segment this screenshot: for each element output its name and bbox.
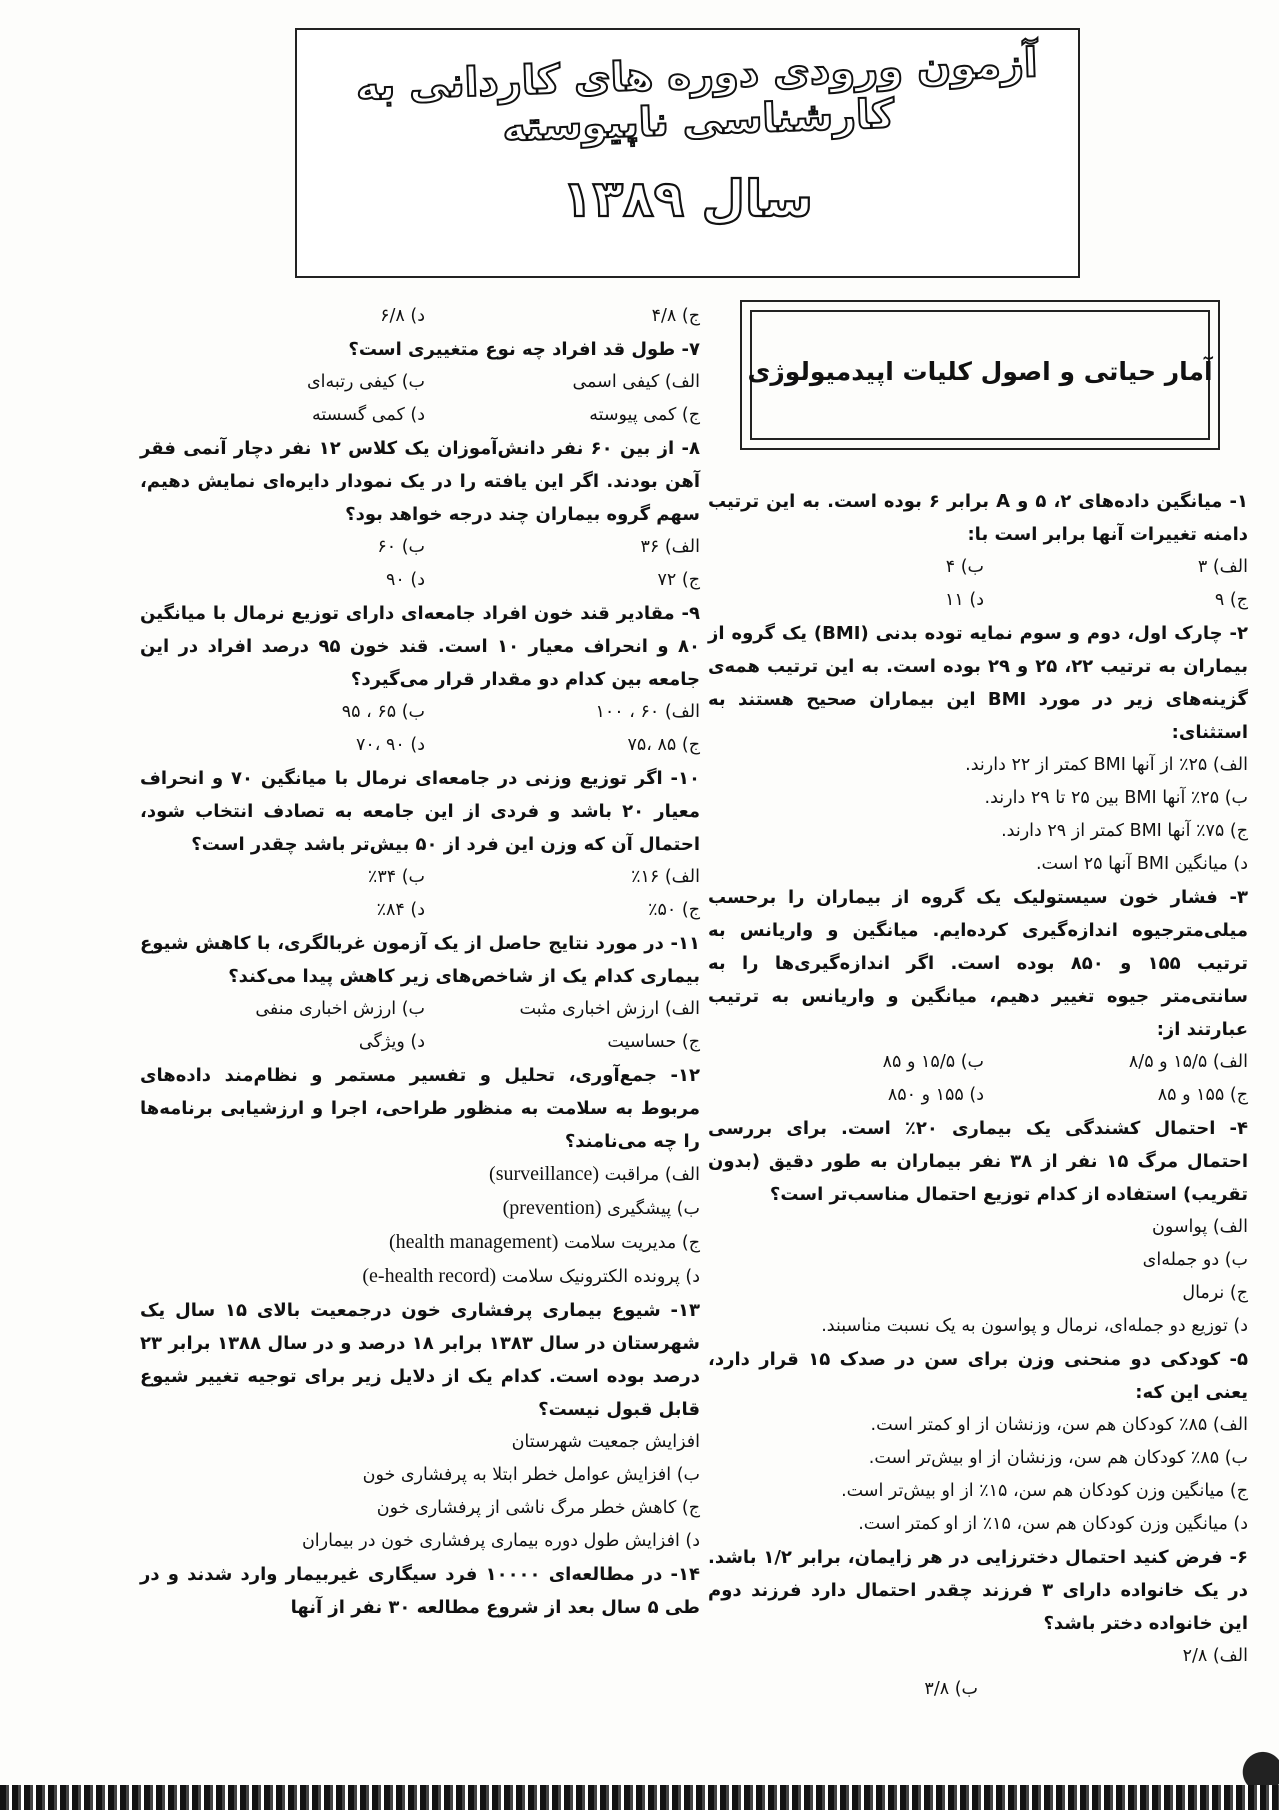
option-c: ج) نرمال: [1182, 1283, 1248, 1303]
option-a: الف) ۱۵/۵ و ۸/۵: [1128, 1052, 1248, 1072]
option-a: الف) کیفی اسمی: [572, 372, 700, 392]
question-13: [140, 1294, 700, 1558]
option-a: الف) ۸۵٪ کودکان هم سن، وزنشان از او کمتر است.: [870, 1415, 1248, 1435]
option-c: ج) ۷۵٪ آنها BMI کمتر از ۲۹ دارند.: [1001, 821, 1248, 841]
question-8: [140, 432, 700, 597]
question-5: [708, 1343, 1248, 1541]
question-text: ۳- فشار خون سیستولیک یک گروه از بیماران را برحسب میلی‌مترجیوه اندازه‌گیری کرده‌ایم. میانگین و واریانس به ترتیب ۱۵۵ و ۸۵۰ بوده است. اگر اندازه‌گیری‌ها را به سانتی‌متر جیوه تغییر دهیم، میانگین و واریانس به ترتیب عبارتند از:: [708, 887, 1248, 1040]
option-d: د) ویژگی: [358, 1032, 425, 1052]
option-b: ب) کیفی رتبه‌ای: [306, 372, 425, 392]
scan-corner-mark: [1225, 1730, 1279, 1790]
option-d: د) ۸۴٪: [376, 900, 425, 920]
question-3: [708, 881, 1248, 1112]
option-a: الف) ارزش اخباری مثبت: [519, 999, 700, 1019]
option-d: د) ۶/۸: [380, 306, 425, 326]
option-c: ج) ۹: [1214, 590, 1248, 610]
option-b: ب) دو جمله‌ای: [1142, 1250, 1248, 1270]
option-b: ب) ۸۵٪ کودکان هم سن، وزنشان از او بیش‌تر است.: [868, 1448, 1248, 1468]
right-column: [708, 485, 1248, 1706]
option-d: د) ۱۱: [945, 590, 984, 610]
question-text: ۱۱- در مورد نتایج حاصل از یک آزمون غربالگری، با کاهش شیوع بیماری کدام یک از شاخص‌های زیر کاهش پیدا می‌کند؟: [140, 933, 700, 987]
question-6: [708, 1541, 1248, 1706]
option-b: ب) ۱۵/۵ و ۸۵: [882, 1052, 984, 1072]
question-10: [140, 762, 700, 927]
option-a: الف) ۱۶٪: [631, 867, 700, 887]
question-6-continued: [140, 300, 700, 333]
question-text: ۶- فرض کنید احتمال دخترزایی در هر زایمان، برابر ۱/۲ باشد. در یک خانواده دارای ۳ فرزند چقدر احتمال دارد فرزند دوم این خانواده دختر باشد؟: [708, 1547, 1248, 1634]
option-b: ب) ۴: [945, 557, 984, 577]
exam-title-frame: [295, 28, 1080, 278]
option-d: د) میانگین BMI آنها ۲۵ است.: [1035, 854, 1248, 874]
option-c: ج) ۵۰٪: [648, 900, 700, 920]
option-a: الف) ۳۶: [640, 537, 700, 557]
question-text: ۲- چارک اول، دوم و سوم نمایه توده بدنی (BMI) یک گروه از بیماران به ترتیب ۲۲، ۲۵ و ۲۹ بوده است. به این ترتیب همه‌ی گزینه‌های زیر در مورد BMI این بیماران صحیح هستند به استثنای:: [708, 623, 1249, 743]
exam-year: سال ۱۳۸۹: [562, 170, 813, 228]
scan-footer-strip: [0, 1785, 1279, 1810]
option-c: ج) ۴/۸: [651, 306, 700, 326]
option-b: ب) پیشگیری: [607, 1199, 700, 1219]
option-d: د) کمی گسسته: [312, 405, 425, 425]
question-11: [140, 927, 700, 1059]
question-4: [708, 1112, 1248, 1343]
option-c: ج) حساسیت: [607, 1032, 700, 1052]
option-c: ج) ۸۵ ،۷۵: [627, 735, 700, 755]
left-column: [140, 300, 700, 1624]
question-12: [140, 1059, 700, 1294]
option-a: الف) ۲/۸: [1182, 1646, 1248, 1666]
option-c: ج) ۱۵۵ و ۸۵: [1157, 1085, 1248, 1105]
question-text: ۴- احتمال کشندگی یک بیماری ۲۰٪ است. برای بررسی احتمال مرگ ۱۵ نفر از ۳۸ نفر بیماران به طور دقیق (بدون تقریب) استفاده از کدام توزیع احتمال مناسب‌تر است؟: [708, 1118, 1248, 1205]
option-c: ج) میانگین وزن کودکان هم سن، ۱۵٪ از او بیش‌تر است.: [841, 1481, 1248, 1501]
option-d: د) ۹۰: [386, 570, 425, 590]
question-text: ۵- کودکی دو منحنی وزن برای سن در صدک ۱۵ قرار دارد، یعنی این که:: [708, 1349, 1248, 1403]
option-a: الف) ۳: [1197, 557, 1248, 577]
question-text: ۱۳- شیوع بیماری پرفشاری خون درجمعیت بالای ۱۵ سال یک شهرستان در سال ۱۳۸۳ برابر ۱۸ درصد و در سال ۱۳۸۸ برابر ۲۳ درصد بوده است. کدام یک از دلایل زیر برای توجیه تغییر شیوع قابل قبول نیست؟: [140, 1300, 700, 1420]
option-a: الف) پواسون: [1151, 1217, 1248, 1237]
option-b-english: (prevention): [502, 1197, 602, 1219]
option-d-english: (e-health record): [362, 1265, 497, 1287]
question-text: ۱۲- جمع‌آوری، تحلیل و تفسیر مستمر و نظام‌مند داده‌های مربوط به سلامت به منظور طراحی، اجرا و ارزشیابی برنامه‌ها را چه می‌نامند؟: [140, 1065, 700, 1152]
option-a: الف) مراقبت: [604, 1165, 700, 1185]
option-d: د) افزایش طول دوره بیماری پرفشاری خون در بیماران: [301, 1531, 700, 1551]
question-text: ۹- مقادیر قند خون افراد جامعه‌ای دارای توزیع نرمال با میانگین ۸۰ و انحراف معیار ۱۰ است. قند خون ۹۵ درصد افراد در این جامعه بین کدام دو مقدار قرار می‌گیرد؟: [140, 603, 700, 690]
option-b: ب) ارزش اخباری منفی: [255, 999, 425, 1019]
option-d: د) ۹۰ ،۷۰: [355, 735, 425, 755]
option-d: د) توزیع دو جمله‌ای، نرمال و پواسون به یک نسبت مناسبند.: [821, 1316, 1248, 1336]
option-c: ج) کاهش خطر مرگ ناشی از پرفشاری خون: [376, 1498, 700, 1518]
option-b: ب) ۲۵٪ آنها BMI بین ۲۵ تا ۲۹ دارند.: [984, 788, 1248, 808]
question-text: ۱- میانگین داده‌های ۲، ۵ و A برابر ۶ بوده است. به این ترتیب دامنه تغییرات آنها برابر است با:: [708, 491, 1248, 545]
question-text: ۱۴- در مطالعه‌ای ۱۰۰۰۰ فرد سیگاری غیربیمار وارد شدند و در طی ۵ سال بعد از شروع مطالعه ۳۰ نفر از آنها: [140, 1564, 700, 1618]
option-a-english: (surveillance): [489, 1163, 599, 1185]
option-c: ج) کمی پیوسته: [589, 405, 700, 425]
question-14: [140, 1558, 700, 1624]
question-7: [140, 333, 700, 432]
option-b: ب) ۳/۸: [924, 1679, 978, 1699]
question-9: [140, 597, 700, 762]
question-text: ۸- از بین ۶۰ نفر دانش‌آموزان یک کلاس ۱۲ نفر دچار آنمی فقر آهن بودند. اگر این یافته را در یک نمودار دایره‌ای نمایش دهیم، سهم گروه بیماران چند درجه خواهد بود؟: [140, 438, 700, 525]
option-d: د) ۱۵۵ و ۸۵۰: [887, 1085, 984, 1105]
option-c: ج) مدیریت سلامت: [563, 1233, 700, 1253]
option-a: الف) ۲۵٪ از آنها BMI کمتر از ۲۲ دارند.: [965, 755, 1248, 775]
question-1: [708, 485, 1248, 617]
question-2: [708, 617, 1248, 881]
question-text: ۱۰- اگر توزیع وزنی در جامعه‌ای نرمال با میانگین ۷۰ و انحراف معیار ۲۰ باشد و فردی از این جامعه به تصادف انتخاب شود، احتمال آن که وزن این فرد از ۵۰ بیش‌تر باشد چقدر است؟: [140, 768, 700, 855]
section-title-frame: [740, 300, 1220, 450]
option-d: د) میانگین وزن کودکان هم سن، ۱۵٪ از او کمتر است.: [858, 1514, 1248, 1534]
option-b: ب) افزایش عوامل خطر ابتلا به پرفشاری خون: [362, 1465, 700, 1485]
option-b: ب) ۶۵ ، ۹۵: [341, 702, 425, 722]
section-title: آمار حیاتی و اصول کلیات اپیدمیولوژی: [747, 357, 1213, 386]
option-b: ب) ۳۴٪: [367, 867, 425, 887]
option-a: الف) ۶۰ ، ۱۰۰: [595, 702, 700, 722]
exam-title: آزمون ورودی دوره های کاردانی به کارشناسی ناپیوسته: [355, 40, 1039, 151]
option-c-english: (health management): [388, 1231, 559, 1253]
option-d: د) پرونده الکترونیک سلامت: [501, 1267, 700, 1287]
option-b: ب) ۶۰: [377, 537, 425, 557]
option-a: افزایش جمعیت شهرستان: [511, 1432, 700, 1452]
option-c: ج) ۷۲: [657, 570, 700, 590]
question-text: ۷- طول قد افراد چه نوع متغییری است؟: [348, 339, 700, 360]
